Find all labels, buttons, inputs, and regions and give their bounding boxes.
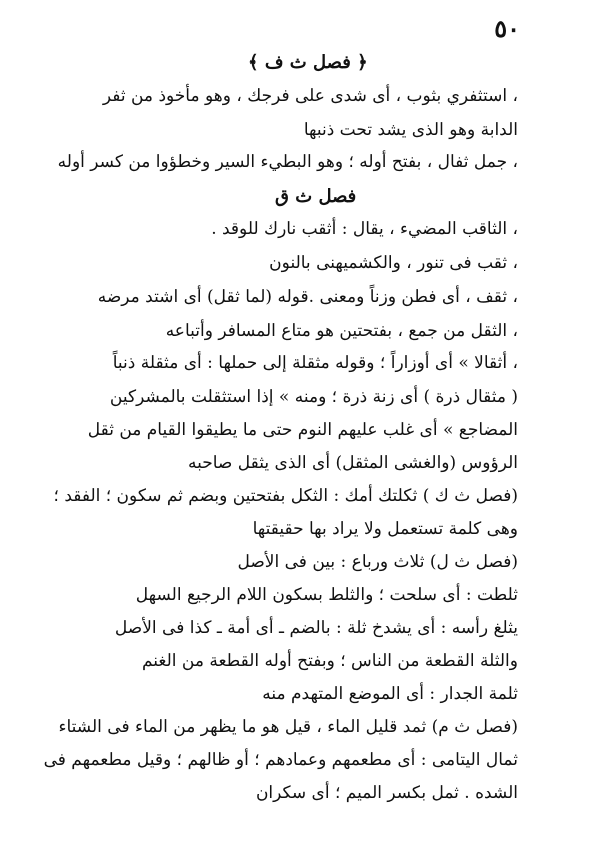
text-line: الشده . ثمل بكسر الميم ؛ أى سكران <box>255 783 518 803</box>
text-line: ثلطت : أى سلحت ؛ والثلط بسكون اللام الرجيع السهل <box>135 585 518 605</box>
text-line: (فصل ث م) ثمد قليل الماء ، قيل هو ما يظهر من الماء فى الشتاء <box>58 717 518 737</box>
text-line: ، استثفري بثوب ، أى شدى على فرجك ، وهو مأخوذ من ثفر <box>102 86 518 106</box>
section-heading-tha-qaf: فصل ث ق <box>275 186 357 207</box>
text-line: ثلمة الجدار : أى الموضع المتهدم منه <box>262 684 518 704</box>
text-line: ، أثقالا » أى أوزاراً ؛ وقوله مثقلة إلى حملها : أى مثقلة ذنباً <box>112 353 518 373</box>
text-line: (فصل ث ل) ثلاث ورباع : بين فى الأصل <box>237 552 518 572</box>
page-number: ٥٠ <box>494 14 520 43</box>
text-line: (فصل ث ك ) ثكلتك أمك : الثكل بفتحتين وبضم ثم سكون ؛ الفقد ؛ <box>53 486 518 506</box>
text-line: ، ثقف ، أى فطن وزناً ومعنى .قوله (لما ثقل) أى اشتد مرضه <box>97 287 518 307</box>
section-heading-tha-fa: ﴿ فصل ث ف ﴾ <box>248 52 368 73</box>
text-line: ( مثقال ذرة ) أى زنة ذرة ؛ ومنه » إذا استثقلت بالمشركين <box>109 387 518 407</box>
text-line: الدابة وهو الذى يشد تحت ذنبها <box>303 120 518 140</box>
text-line: ، جمل ثفال ، بفتح أوله ؛ وهو البطيء السير وخطؤوا من كسر أوله <box>57 152 518 172</box>
text-line: والثلة القطعة من الناس ؛ وبفتح أوله القطعة من الغنم <box>141 651 518 671</box>
text-line: ، الثاقب المضيء ، يقال : أثقب نارك للوقد . <box>211 219 518 239</box>
text-line: ، الثقل من جمع ، بفتحتين هو متاع المسافر وأتباعه <box>165 321 518 341</box>
text-line: الرؤوس (والغشى المثقل) أى الذى يثقل صاحبه <box>188 453 518 473</box>
text-line: وهى كلمة تستعمل ولا يراد بها حقيقتها <box>252 519 518 539</box>
text-line: المضاجع » أى غلب عليهم النوم حتى ما يطيقوا القيام من ثقل <box>87 420 518 440</box>
text-line: ثمال اليتامى : أى مطعمهم وعمادهم ؛ أو ظالهم ؛ وقيل مطعمهم فى <box>43 750 518 770</box>
text-line: يثلغ رأسه : أى يشدخ ثلة : بالضم ـ أى أمة ـ كذا فى الأصل <box>114 618 518 638</box>
text-line: ، ثقب فى تنور ، والكشميهنى بالنون <box>269 253 518 273</box>
